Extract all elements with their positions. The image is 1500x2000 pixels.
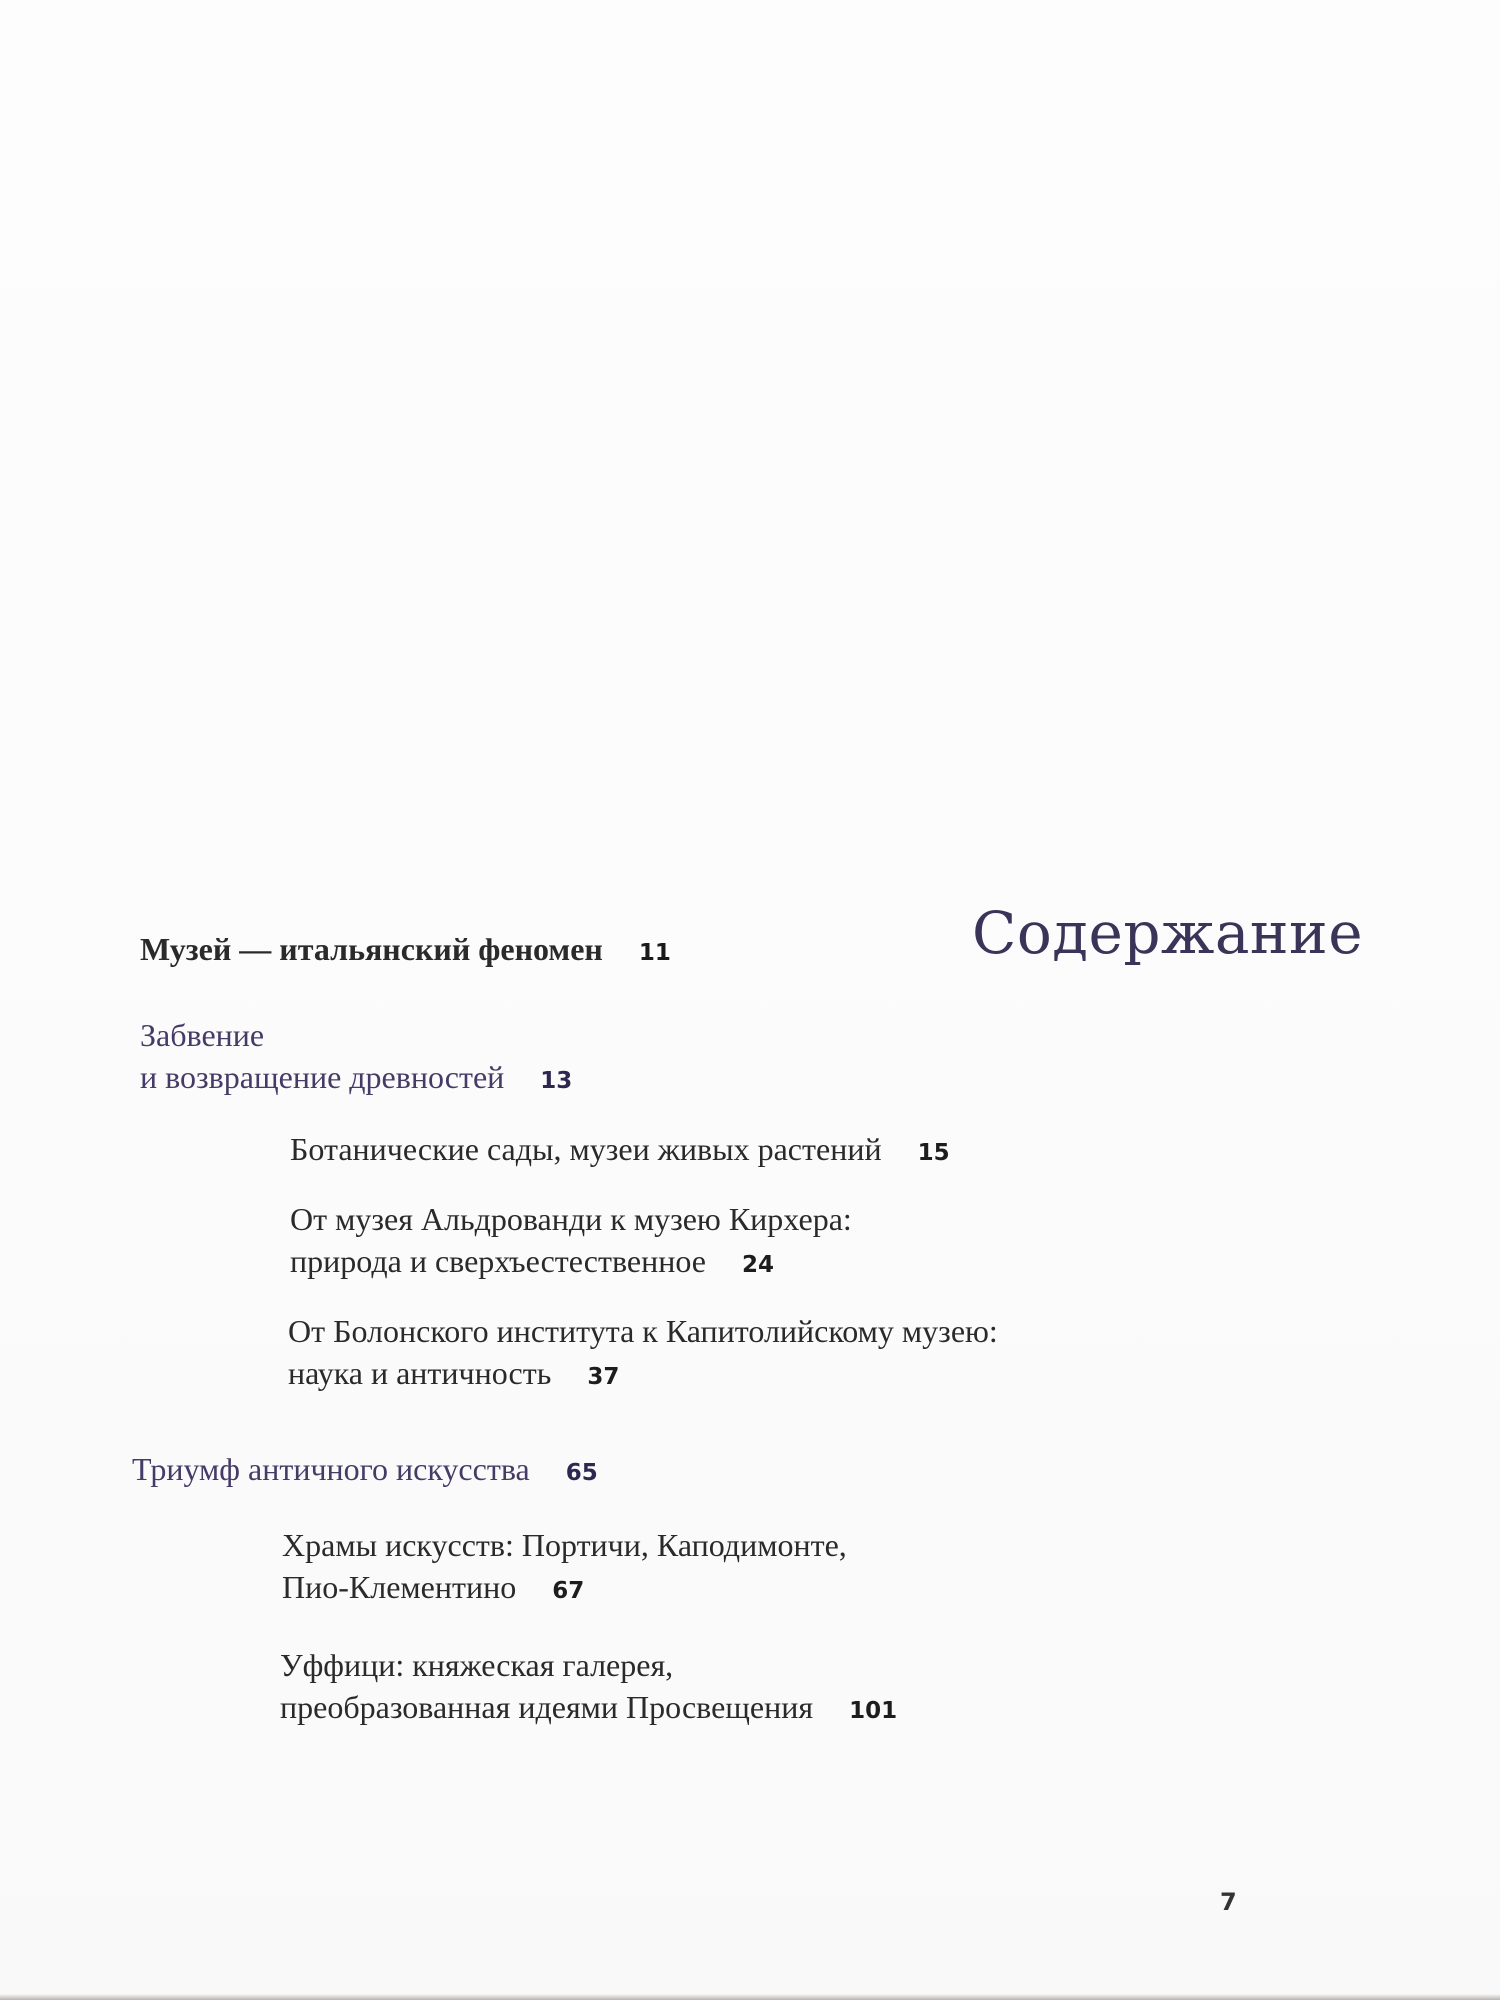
toc-entry-oblivion bbox=[140, 1014, 572, 1102]
page-title: Содержание bbox=[972, 899, 1364, 967]
toc-entry-line: От Болонского института к Капитолийскому музею: bbox=[288, 1313, 998, 1349]
toc-entry-title: природа и сверхъестественное bbox=[290, 1243, 706, 1279]
toc-entry-aldrovandi-kircher bbox=[290, 1198, 852, 1286]
toc-entry-line bbox=[140, 928, 671, 974]
toc-entry-line bbox=[280, 1686, 897, 1732]
toc-entry-line bbox=[288, 1352, 998, 1398]
toc-page-number: 101 bbox=[849, 1698, 898, 1724]
toc-page-number: 11 bbox=[638, 940, 671, 966]
toc-entry-line: От музея Альдрованди к музею Кирхера: bbox=[290, 1201, 852, 1237]
toc-entry-bologna-capitoline bbox=[288, 1310, 998, 1398]
toc-entry-title: Музей — итальянский феномен bbox=[140, 931, 603, 967]
toc-entry-title: Пио-Клементино bbox=[282, 1569, 517, 1605]
toc-entry-title: Ботанические сады, музеи живых растений bbox=[290, 1131, 882, 1167]
toc-entry-museum-phenomenon bbox=[140, 928, 671, 974]
toc-entry-line bbox=[290, 1240, 852, 1286]
toc-entry-triumph-antique-art bbox=[132, 1448, 598, 1494]
toc-page-number: 15 bbox=[917, 1140, 950, 1166]
toc-entry-title: и возвращение древностей bbox=[140, 1059, 505, 1095]
toc-page-number: 67 bbox=[552, 1578, 585, 1604]
toc-page-number: 65 bbox=[565, 1460, 598, 1486]
toc-entry-botanical-gardens bbox=[290, 1128, 950, 1174]
toc-entry-line: Храмы искусств: Портичи, Каподимонте, bbox=[282, 1527, 847, 1563]
toc-entry-uffizi bbox=[280, 1644, 897, 1732]
toc-entry-line bbox=[132, 1448, 598, 1494]
toc-entry-temples-of-art bbox=[282, 1524, 847, 1612]
page-folio-number: 7 bbox=[1220, 1888, 1237, 1916]
toc-page-number: 13 bbox=[540, 1068, 573, 1094]
toc-page-number: 24 bbox=[741, 1252, 774, 1278]
toc-entry-line bbox=[140, 1056, 572, 1102]
toc-page-number: 37 bbox=[587, 1364, 620, 1390]
toc-entry-line: Уффици: княжеская галерея, bbox=[280, 1647, 674, 1683]
toc-entry-title: Триумф античного искусства bbox=[132, 1451, 530, 1487]
toc-entry-line: Забвение bbox=[140, 1017, 265, 1053]
toc-entry-line bbox=[290, 1128, 950, 1174]
toc-entry-line bbox=[282, 1566, 847, 1612]
toc-entry-title: преобразованная идеями Просвещения bbox=[280, 1689, 814, 1725]
toc-entry-title: наука и античность bbox=[288, 1355, 552, 1391]
page-edge-shadow bbox=[0, 1994, 1500, 2000]
